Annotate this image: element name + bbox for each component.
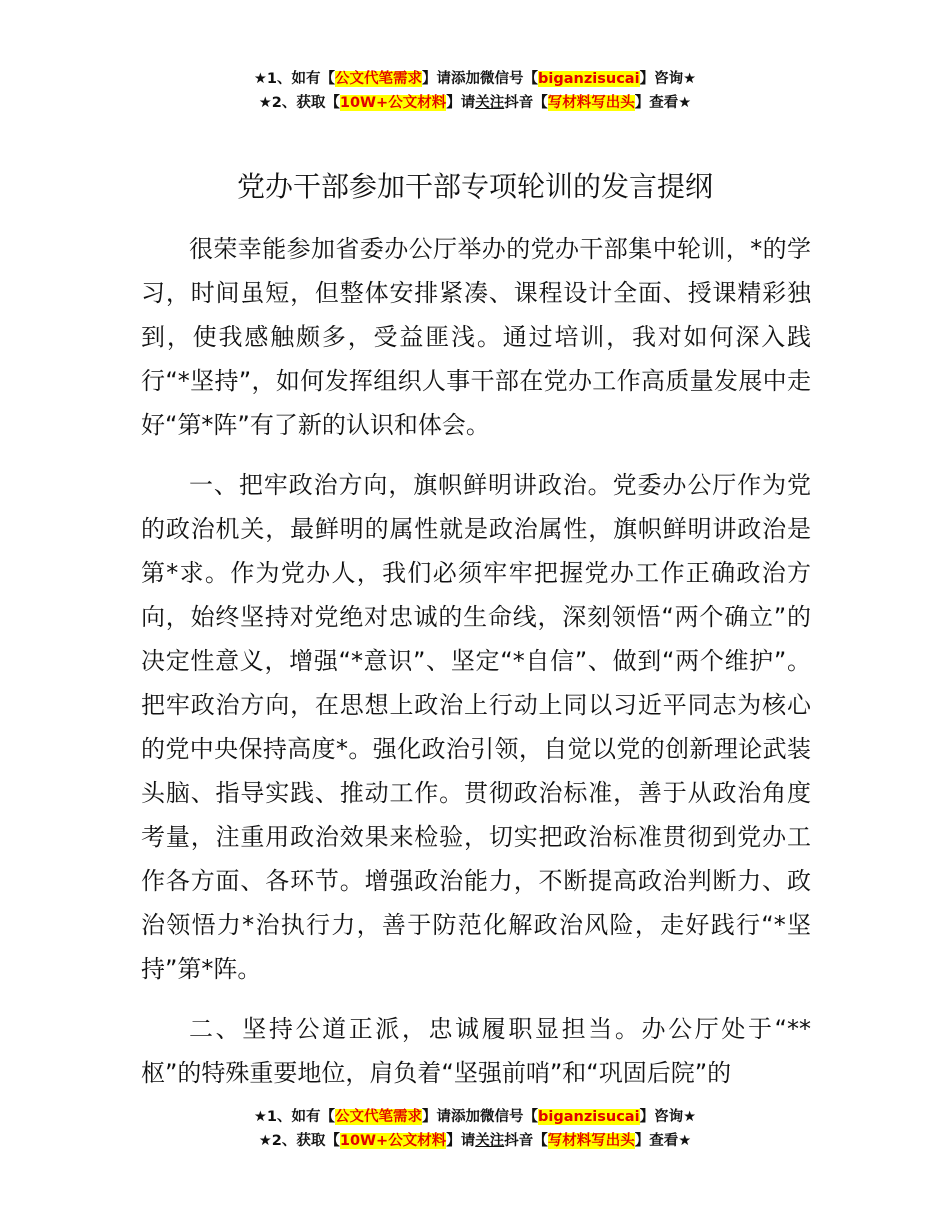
paragraph-intro: 很荣幸能参加省委办公厅举办的党办干部集中轮训，*的学习，时间虽短，但整体安排紧凑、课程设计全面、授课精彩独到，使我感触颇多，受益匪浅。通过培训，我对如何深入践行“*坚持”，如何发挥组织人事干部在党办工作高质量发展中走好“第*阵”有了新的认识和体会。 bbox=[141, 235, 811, 439]
wechat-id-highlight: biganzisucai bbox=[538, 1109, 640, 1125]
promo-line-2: ★2、获取【10W+公文材料】请关注抖音【写材料写出头】查看★ bbox=[258, 95, 692, 111]
wechat-id-highlight: biganzisucai bbox=[538, 71, 640, 87]
douyin-highlight: 写材料写出头 bbox=[547, 1133, 635, 1149]
promo-banner-bottom bbox=[0, 1105, 950, 1153]
promo-banner-top bbox=[0, 67, 950, 115]
douyin-highlight: 写材料写出头 bbox=[547, 95, 635, 111]
document-title: 党办干部参加干部专项轮训的发言提纲 bbox=[236, 170, 713, 203]
paragraph-section-2: 二、坚持公道正派，忠诚履职显担当。办公厅处于“**枢”的特殊重要地位，肩负着“坚强前哨”和“巩固后院”的 bbox=[141, 1015, 811, 1087]
promo-highlight: 10W+公文材料 bbox=[339, 95, 447, 111]
follow-underlined: 关注 bbox=[475, 95, 505, 111]
follow-underlined: 关注 bbox=[475, 1133, 505, 1149]
promo-line-2: ★2、获取【10W+公文材料】请关注抖音【写材料写出头】查看★ bbox=[258, 1133, 692, 1149]
promo-highlight: 10W+公文材料 bbox=[339, 1133, 447, 1149]
document-body bbox=[141, 227, 811, 1111]
promo-line-1: ★1、如有【公文代笔需求】请添加微信号【biganzisucai】咨询★ bbox=[253, 71, 697, 87]
promo-highlight: 公文代笔需求 bbox=[335, 1109, 423, 1125]
promo-line-1: ★1、如有【公文代笔需求】请添加微信号【biganzisucai】咨询★ bbox=[253, 1109, 697, 1125]
paragraph-section-1: 一、把牢政治方向，旗帜鲜明讲政治。党委办公厅作为党的政治机关，最鲜明的属性就是政治属性，旗帜鲜明讲政治是第*求。作为党办人，我们必须牢牢把握党办工作正确政治方向，始终坚持对党绝对忠诚的生命线，深刻领悟“两个确立”的决定性意义，增强“*意识”、坚定“*自信”、做到“两个维护”。把牢政治方向，在思想上政治上行动上同以习近平同志为核心的党中央保持高度*。强化政治引领，自觉以党的创新理论武装头脑、指导实践、推动工作。贯彻政治标准，善于从政治角度考量，注重用政治效果来检验，切实把政治标准贯彻到党办工作各方面、各环节。增强政治能力，不断提高政治判断力、政治领悟力*治执行力，善于防范化解政治风险，走好践行“*坚持”第*阵。 bbox=[141, 471, 811, 983]
promo-highlight: 公文代笔需求 bbox=[335, 71, 423, 87]
